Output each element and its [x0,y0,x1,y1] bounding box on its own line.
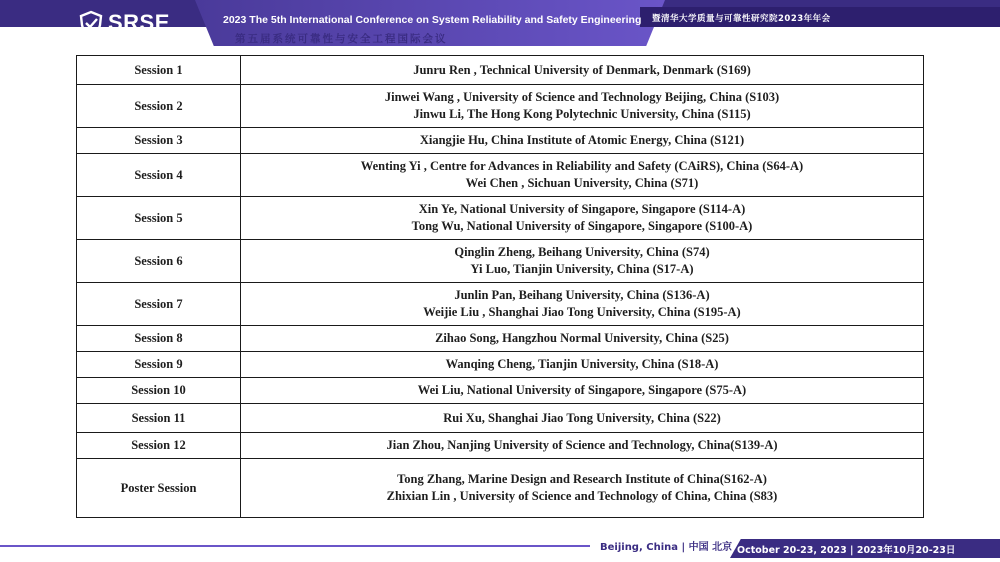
session-name: Session 1 [77,56,241,85]
speaker-line: Jinwu Li, The Hong Kong Polytechnic University, China (S115) [413,107,751,121]
srse-logo [78,9,170,37]
session-name: Session 4 [77,154,241,197]
session-speakers [241,326,924,352]
conference-header [0,0,1000,46]
shield-logo-icon [78,10,104,36]
footer-location: Beijing, China | 中国 北京 [590,539,740,556]
speaker-line: Tong Zhang, Marine Design and Research Institute of China(S162-A) [397,472,767,486]
speaker-line: Jian Zhou, Nanjing University of Science and Technology, China(S139-A) [386,438,778,452]
session-name: Session 12 [77,433,241,459]
logo-text: SRSE [108,10,170,35]
speaker-line: Wenting Yi , Centre for Advances in Reliability and Safety (CAiRS), China (S64-A) [360,159,804,173]
footer-line [0,545,600,547]
session-name: Session 11 [77,404,241,433]
table-row [77,154,924,197]
footer-dates: October 20-23, 2023 | 2023年10月20-23日 [737,545,956,556]
session-name: Session 3 [77,128,241,154]
session-name: Session 5 [77,197,241,240]
session-table [76,55,924,518]
session-name: Poster Session [77,459,241,518]
table-row [77,56,924,85]
table-row [77,197,924,240]
speaker-line: Weijie Liu , Shanghai Jiao Tong University, China (S195-A) [423,305,741,319]
table-row [77,326,924,352]
conference-footer [0,537,1000,562]
session-speakers [241,128,924,154]
session-name: Session 7 [77,283,241,326]
session-speakers [241,240,924,283]
speaker-line: Wei Liu, National University of Singapore, Singapore (S75-A) [417,383,747,397]
session-speakers [241,404,924,433]
speaker-line: Wanqing Cheng, Tianjin University, China (S18-A) [445,357,719,371]
table-row [77,404,924,433]
session-speakers [241,197,924,240]
table-row [77,352,924,378]
speaker-line: Xiangjie Hu, China Institute of Atomic Energy, China (S121) [419,133,745,147]
speaker-line: Tong Wu, National University of Singapore, Singapore (S100-A) [411,219,753,233]
conference-title-en: 2023 The 5th International Conference on System Reliability and Safety Engineering [223,14,642,26]
speaker-line: Qinglin Zheng, Beihang University, China (S74) [454,245,710,259]
speaker-line: Wei Chen , Sichuan University, China (S71) [465,176,699,190]
session-speakers [241,352,924,378]
session-name: Session 10 [77,378,241,404]
speaker-line: Rui Xu, Shanghai Jiao Tong University, China (S22) [443,410,721,425]
table-row [77,283,924,326]
session-name: Session 8 [77,326,241,352]
session-name: Session 6 [77,240,241,283]
annual-meeting-title: 暨清华大学质量与可靠性研究院2023年年会 [652,14,831,24]
session-name: Session 2 [77,85,241,128]
session-speakers [241,56,924,85]
session-speakers [241,85,924,128]
session-speakers [241,378,924,404]
conference-title-cn: 第五届系统可靠性与安全工程国际会议 [235,33,448,45]
session-speakers [241,433,924,459]
speaker-line: Yi Luo, Tianjin University, China (S17-A) [470,262,694,276]
session-speakers [241,154,924,197]
speaker-line: Zihao Song, Hangzhou Normal University, China (S25) [435,331,729,345]
table-row [77,459,924,518]
table-row [77,128,924,154]
session-speakers [241,459,924,518]
session-speakers [241,283,924,326]
speaker-line: Junru Ren , Technical University of Denmark, Denmark (S169) [413,62,751,77]
speaker-line: Zhixian Lin , University of Science and Technology of China, China (S83) [386,489,778,503]
session-name: Session 9 [77,352,241,378]
table-row [77,378,924,404]
table-row [77,85,924,128]
speaker-line: Xin Ye, National University of Singapore, Singapore (S114-A) [418,202,746,216]
speaker-line: Jinwei Wang , University of Science and Technology Beijing, China (S103) [384,90,780,104]
speaker-line: Junlin Pan, Beihang University, China (S136-A) [454,288,710,302]
table-row [77,240,924,283]
table-row [77,433,924,459]
